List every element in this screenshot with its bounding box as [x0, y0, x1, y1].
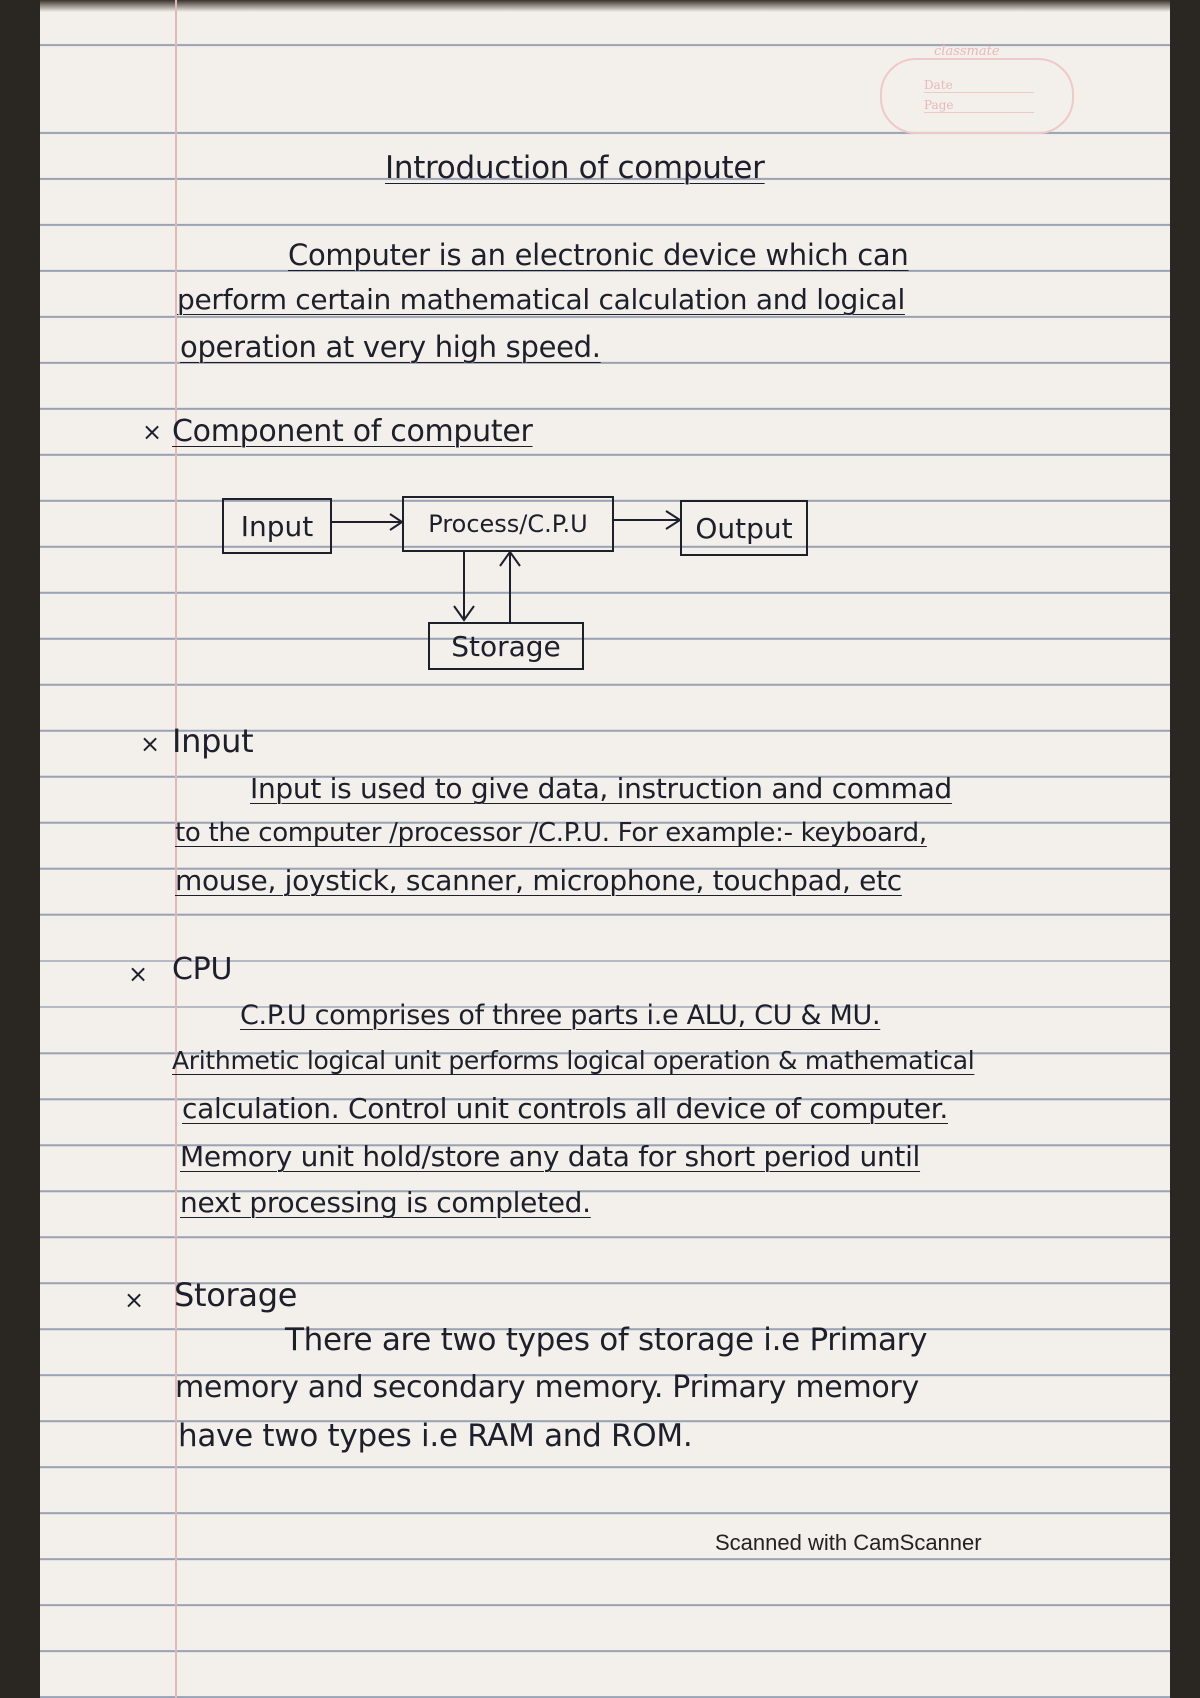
storage-line-3: have two types i.e RAM and ROM. — [178, 1418, 693, 1454]
cpu-line-5: next processing is completed. — [180, 1186, 591, 1219]
cpu-line-1: C.P.U comprises of three parts i.e ALU, CU & MU. — [240, 1000, 881, 1031]
cpu-line-4: Memory unit hold/store any data for short period until — [180, 1140, 921, 1173]
storage-heading: Storage — [174, 1276, 298, 1314]
notebook-page — [40, 0, 1170, 1698]
scanner-watermark: Scanned with CamScanner — [715, 1530, 982, 1555]
components-heading: Component of computer — [172, 414, 533, 449]
logo-brand: classmate — [934, 44, 1000, 59]
input-line-1: Input is used to give data, instruction and commad — [250, 772, 952, 805]
cpu-bullet: × — [128, 960, 148, 988]
input-line-3: mouse, joystick, scanner, microphone, touchpad, etc — [175, 864, 902, 897]
storage-line-2: memory and secondary memory. Primary memory — [175, 1370, 919, 1405]
diagram-process-box: Process/C.P.U — [402, 496, 614, 552]
cpu-line-3: calculation. Control unit controls all device of computer. — [182, 1092, 948, 1125]
cpu-heading: CPU — [172, 952, 233, 987]
intro-line-3: operation at very high speed. — [180, 330, 601, 364]
diagram-output-box: Output — [680, 500, 808, 556]
page-field: Page — [924, 98, 1034, 113]
input-line-2: to the computer /processor /C.P.U. For example:- keyboard, — [175, 818, 927, 848]
input-bullet: × — [140, 730, 160, 758]
date-field: Date — [924, 78, 1034, 93]
intro-line-1: Computer is an electronic device which can — [288, 238, 909, 272]
components-bullet: × — [142, 418, 162, 446]
cpu-line-2: Arithmetic logical unit performs logical operation & mathematical — [172, 1046, 975, 1075]
storage-bullet: × — [124, 1286, 144, 1314]
storage-line-1: There are two types of storage i.e Primary — [285, 1322, 928, 1358]
input-heading: Input — [172, 722, 254, 760]
page-title: Introduction of computer — [385, 150, 765, 186]
diagram-input-box: Input — [222, 498, 332, 554]
intro-line-2: perform certain mathematical calculation and logical — [177, 283, 905, 316]
diagram-storage-box: Storage — [428, 622, 584, 670]
